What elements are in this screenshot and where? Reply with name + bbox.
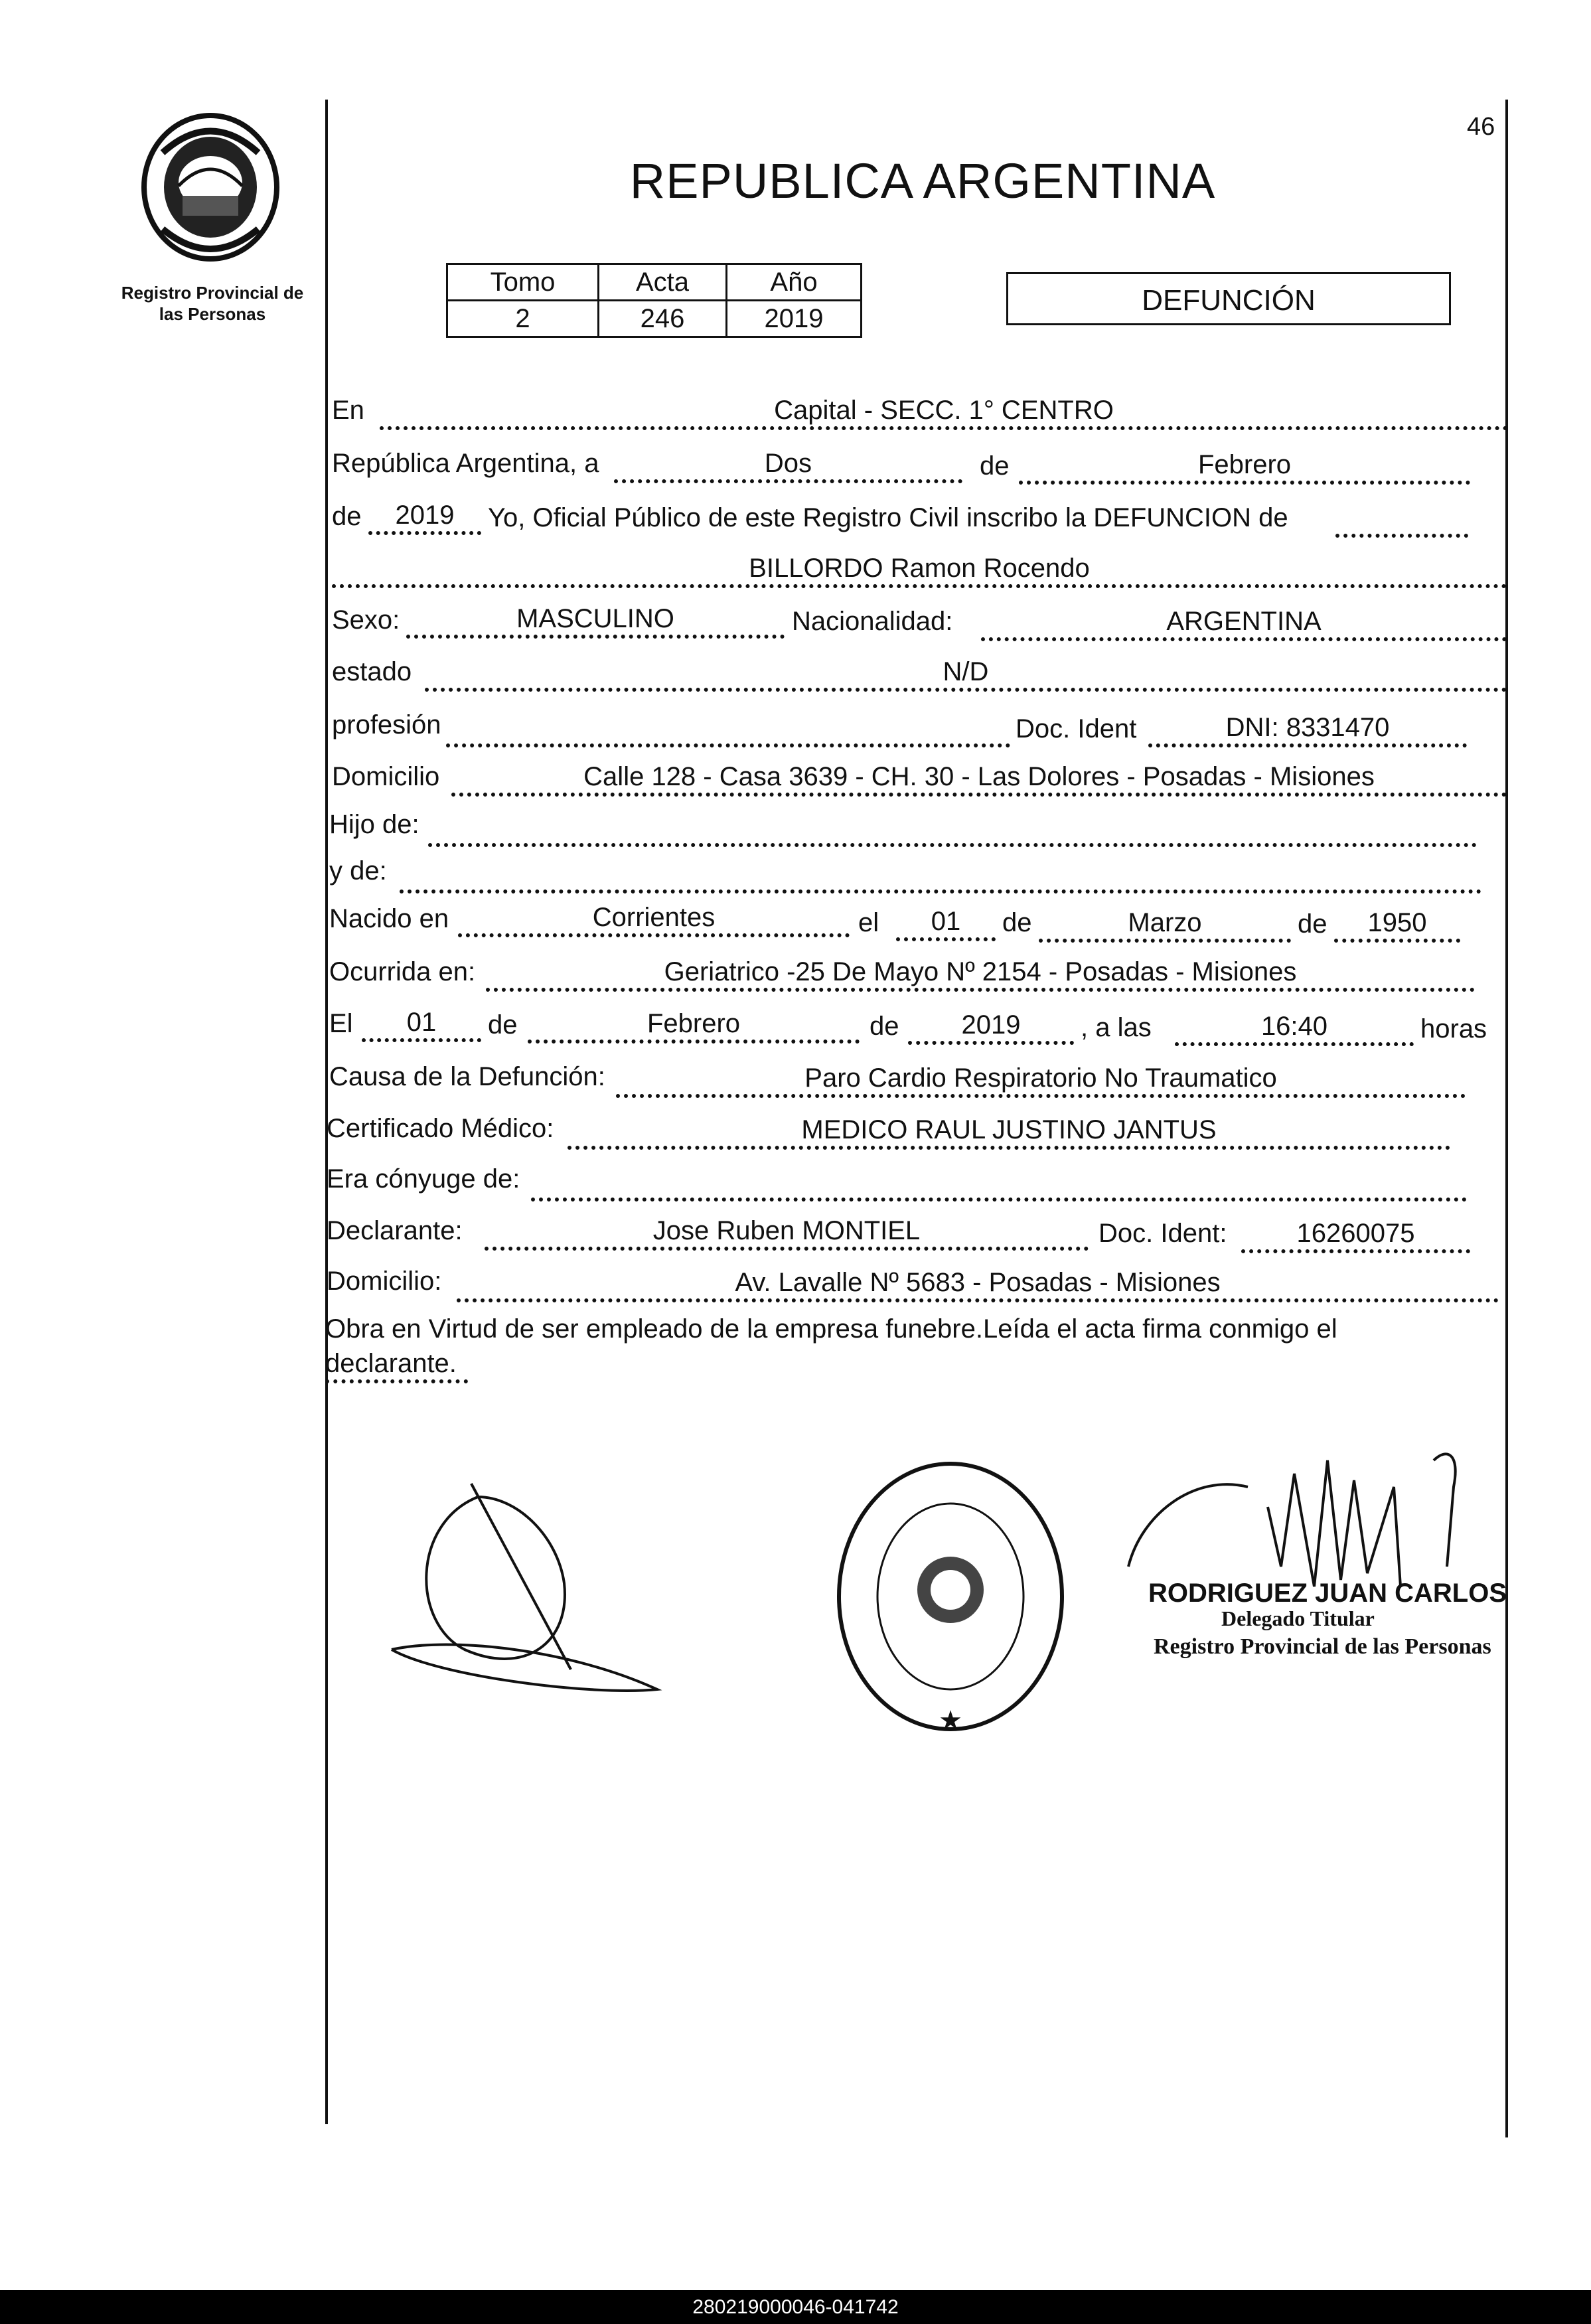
field-declarante-domicilio: Av. Lavalle Nº 5683 - Posadas - Misiones xyxy=(457,1267,1499,1302)
label-de-2: de xyxy=(332,502,362,531)
label-domicilio: Domicilio xyxy=(332,762,440,791)
register-value-tomo: 2 xyxy=(447,301,599,337)
field-def-anio: 2019 xyxy=(908,1009,1074,1045)
label-declarante: Declarante: xyxy=(327,1216,463,1245)
field-nac-mes: Marzo xyxy=(1039,907,1291,943)
field-sexo: MASCULINO xyxy=(406,603,785,639)
label-el: el xyxy=(858,908,879,937)
document-title: REPUBLICA ARGENTINA xyxy=(629,153,1216,208)
official-seal-icon xyxy=(833,1457,1069,1749)
field-declarante-doc: 16260075 xyxy=(1241,1217,1470,1253)
label-nacido-en: Nacido en xyxy=(329,904,449,933)
label-de-5: de xyxy=(488,1010,518,1040)
label-causa: Causa de la Defunción: xyxy=(329,1062,605,1091)
field-def-mes: Febrero xyxy=(528,1008,860,1044)
field-certificado: MEDICO RAUL JUSTINO JANTUS xyxy=(568,1114,1450,1150)
label-de-6: de xyxy=(870,1012,899,1041)
label-a-las: , a las xyxy=(1081,1013,1152,1042)
official-name: RODRIGUEZ JUAN CARLOS xyxy=(1148,1579,1507,1608)
field-y-de xyxy=(400,858,1481,893)
left-margin-rule xyxy=(325,100,328,2124)
field-continua xyxy=(1335,502,1468,538)
registry-label-line1: Registro Provincial de xyxy=(121,283,304,303)
field-declarante: Jose Ruben MONTIEL xyxy=(485,1215,1089,1251)
registry-label-line2: las Personas xyxy=(159,304,266,324)
label-nacionalidad: Nacionalidad: xyxy=(792,607,953,636)
label-y-de: y de: xyxy=(329,856,387,886)
page-number: 46 xyxy=(1467,113,1495,141)
field-hijo-de xyxy=(428,811,1477,847)
register-header-acta: Acta xyxy=(599,264,727,301)
label-conyuge: Era cónyuge de: xyxy=(327,1164,520,1194)
label-profesion: profesión xyxy=(332,710,441,739)
svg-text:★: ★ xyxy=(939,1706,962,1735)
field-nacionalidad: ARGENTINA xyxy=(981,605,1507,641)
field-causa: Paro Cardio Respiratorio No Traumatico xyxy=(616,1062,1466,1098)
register-table xyxy=(446,263,862,338)
act-type-box: DEFUNCIÓN xyxy=(1006,272,1451,325)
label-doc-ident-2: Doc. Ident: xyxy=(1099,1219,1227,1248)
label-de-1: de xyxy=(980,451,1010,481)
label-certificado: Certificado Médico: xyxy=(327,1114,554,1143)
field-domicilio: Calle 128 - Casa 3639 - CH. 30 - Las Dolores - Posadas - Misiones xyxy=(451,761,1507,797)
field-anio-inscripcion: 2019 xyxy=(368,499,481,535)
label-sexo: Sexo: xyxy=(332,605,400,635)
field-nacido-en: Corrientes xyxy=(458,901,850,937)
field-nac-anio: 1950 xyxy=(1334,907,1460,943)
closing-statement: Obra en Virtud de ser empleado de la empresa funebre.Leída el acta firma conmigo el xyxy=(325,1314,1337,1344)
field-lugar: Capital - SECC. 1° CENTRO xyxy=(380,394,1508,430)
official-role: Delegado Titular xyxy=(1221,1606,1375,1630)
field-documento: DNI: 8331470 xyxy=(1148,712,1467,747)
register-header-anio: Año xyxy=(727,264,862,301)
field-mes-inscripcion: Febrero xyxy=(1019,449,1470,485)
label-de-4: de xyxy=(1298,909,1327,939)
closing-declarante: declarante. xyxy=(325,1348,468,1383)
register-value-acta: 246 xyxy=(599,301,727,337)
field-conyuge xyxy=(531,1166,1467,1201)
label-estado: estado xyxy=(332,657,412,686)
label-hijo-de: Hijo de: xyxy=(329,810,419,839)
field-nombre: BILLORDO Ramon Rocendo xyxy=(332,552,1507,588)
register-value-anio: 2019 xyxy=(727,301,862,337)
coat-of-arms-icon xyxy=(136,113,285,266)
field-estado: N/D xyxy=(425,656,1507,692)
label-yo: Yo, Oficial Público de este Registro Civil inscribo la DEFUNCION de xyxy=(488,503,1288,532)
label-de-3: de xyxy=(1002,908,1032,937)
label-horas: horas xyxy=(1420,1014,1487,1044)
registry-label xyxy=(100,282,325,325)
declarant-signature-icon xyxy=(372,1470,677,1723)
field-def-dia: 01 xyxy=(362,1006,481,1042)
label-doc-ident: Doc. Ident xyxy=(1016,714,1137,743)
field-profesion xyxy=(446,712,1010,747)
label-el-cap: El xyxy=(329,1009,353,1038)
field-def-hora: 16:40 xyxy=(1175,1010,1414,1046)
label-en: En xyxy=(332,396,364,425)
label-ocurrida-en: Ocurrida en: xyxy=(329,957,476,986)
official-org: Registro Provincial de las Personas xyxy=(1154,1634,1491,1659)
field-dia-inscripcion: Dos xyxy=(614,447,962,483)
field-ocurrida-en: Geriatrico -25 De Mayo Nº 2154 - Posadas - Misiones xyxy=(486,956,1475,992)
field-nac-dia: 01 xyxy=(896,905,996,941)
label-republica: República Argentina, a xyxy=(332,449,599,478)
document-id-footer: 280219000046-041742 xyxy=(0,2290,1591,2324)
label-domicilio-2: Domicilio: xyxy=(327,1267,442,1296)
register-header-tomo: Tomo xyxy=(447,264,599,301)
